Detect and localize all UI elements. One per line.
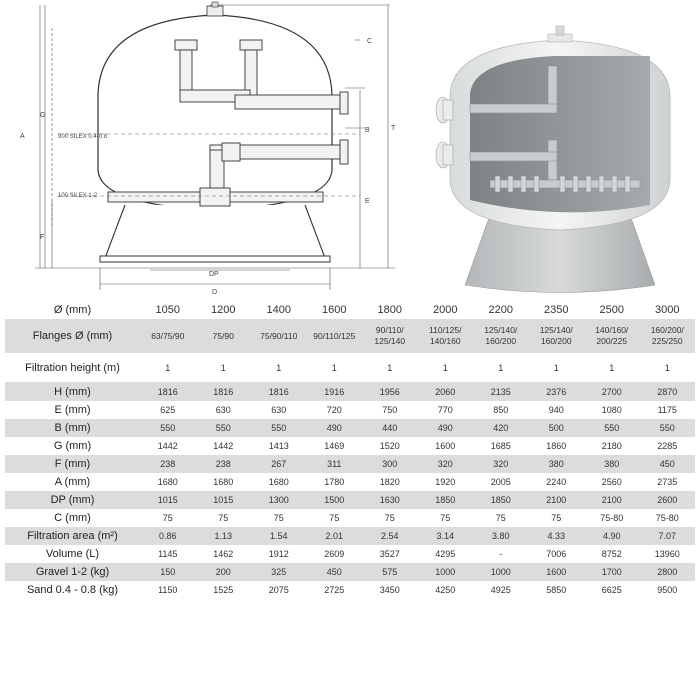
dim-label-e: E xyxy=(365,198,370,205)
silex-lower-label: 100 SILEX 1-2 xyxy=(58,193,98,199)
table-cell: 4.33 xyxy=(529,527,585,545)
table-cell: 720 xyxy=(326,405,342,415)
table-cell: 75 xyxy=(384,513,395,523)
row-label: Sand 0.4 - 0.8 (kg) xyxy=(26,584,119,596)
table-cell: 1816 xyxy=(140,382,196,401)
table-cell: 150 xyxy=(140,563,196,581)
table-cell: 320 xyxy=(473,455,529,473)
table-row xyxy=(5,563,695,581)
table-cell: 325 xyxy=(251,563,307,581)
table-cell: 4250 xyxy=(435,585,456,595)
table-cell: 1150 xyxy=(158,585,178,595)
table-cell: 5850 xyxy=(546,585,567,595)
table-cell: 9500 xyxy=(657,585,678,595)
table-cell: 2100 xyxy=(529,491,585,509)
filter-cutaway-render xyxy=(0,0,700,300)
table-cell: 75 xyxy=(440,513,451,523)
table-cell: 1 xyxy=(387,362,393,373)
table-cell: 1860 xyxy=(546,441,567,451)
row-label: DP (mm) xyxy=(5,491,140,509)
table-cell: 2135 xyxy=(473,382,529,401)
table-cell: 1525 xyxy=(213,585,234,595)
table-cell: 1912 xyxy=(268,549,289,559)
table-row xyxy=(5,382,695,401)
table-cell: 1500 xyxy=(307,491,363,509)
row-label: B (mm) xyxy=(5,419,140,437)
table-cell: 625 xyxy=(160,405,176,415)
table-cell: 2800 xyxy=(640,563,696,581)
table-cell: 450 xyxy=(640,455,696,473)
table-cell: 940 xyxy=(548,405,564,415)
table-cell: 1956 xyxy=(362,382,418,401)
table-cell: 4295 xyxy=(435,549,456,559)
table-row xyxy=(5,545,695,563)
table-cell: 1 xyxy=(498,362,504,373)
table-cell: 4.90 xyxy=(584,527,640,545)
table-cell: 1685 xyxy=(490,441,511,451)
table-cell: 125/140/ 160/200 xyxy=(529,319,585,353)
table-cell: 1442 xyxy=(213,441,234,451)
table-cell: 575 xyxy=(362,563,418,581)
table-cell: 2725 xyxy=(324,585,345,595)
table-cell: 75/90 xyxy=(196,319,252,353)
table-cell: 75-80 xyxy=(600,513,624,523)
table-cell: 13960 xyxy=(654,549,680,559)
table-cell: 1050 xyxy=(155,304,180,316)
table-cell: 160/200/ 225/250 xyxy=(640,319,696,353)
table-cell: 1916 xyxy=(307,382,363,401)
table-cell: 1816 xyxy=(196,382,252,401)
row-label: Flanges Ø (mm) xyxy=(5,319,140,353)
table-cell: 550 xyxy=(196,419,252,437)
table-cell: 2.54 xyxy=(362,527,418,545)
table-cell: 420 xyxy=(473,419,529,437)
table-cell: 1413 xyxy=(268,441,289,451)
table-cell: - xyxy=(499,549,503,559)
table-cell: 0.86 xyxy=(140,527,196,545)
table-cell: 1015 xyxy=(196,491,252,509)
table-cell: 2500 xyxy=(599,304,624,316)
table-cell: 2350 xyxy=(544,304,569,316)
table-row xyxy=(5,581,695,599)
table-row xyxy=(5,509,695,527)
table-cell: 1.13 xyxy=(196,527,252,545)
table-cell: 8752 xyxy=(601,549,622,559)
table-cell: 2000 xyxy=(433,304,458,316)
table-cell: 1 xyxy=(553,362,559,373)
table-cell: 2560 xyxy=(601,477,622,487)
table-cell: 1442 xyxy=(157,441,178,451)
table-cell: 110/125/ 140/160 xyxy=(418,319,474,353)
table-cell: 2200 xyxy=(488,304,513,316)
table-cell: 2600 xyxy=(640,491,696,509)
table-cell: 440 xyxy=(362,419,418,437)
silex-upper-label: 900 SILEX 0.4-0.8 xyxy=(58,134,108,140)
table-cell: 1630 xyxy=(362,491,418,509)
table-cell: 1850 xyxy=(418,491,474,509)
table-cell: 1080 xyxy=(601,405,622,415)
table-cell: 125/140/ 160/200 xyxy=(473,319,529,353)
table-cell: 2060 xyxy=(418,382,474,401)
table-cell: 1 xyxy=(276,362,282,373)
table-cell: 450 xyxy=(307,563,363,581)
row-label: Volume (L) xyxy=(45,548,100,560)
table-cell: 75 xyxy=(495,513,506,523)
table-cell: 90/110/ 125/140 xyxy=(362,319,418,353)
table-cell: 1816 xyxy=(251,382,307,401)
table-cell: 1 xyxy=(165,362,171,373)
table-cell: 1300 xyxy=(251,491,307,509)
table-row xyxy=(5,319,695,353)
table-row xyxy=(5,527,695,545)
table-cell: 4925 xyxy=(490,585,511,595)
table-cell: 550 xyxy=(584,419,640,437)
table-cell: 1469 xyxy=(324,441,345,451)
dim-label-a: A xyxy=(20,133,25,140)
table-row xyxy=(5,419,695,437)
table-cell: 2.01 xyxy=(307,527,363,545)
table-cell: 1462 xyxy=(213,549,234,559)
table-cell: 1920 xyxy=(435,477,456,487)
table-cell: 75 xyxy=(329,513,340,523)
table-cell: 1400 xyxy=(266,304,291,316)
table-cell: 2180 xyxy=(601,441,622,451)
table-cell: 1800 xyxy=(377,304,402,316)
table-cell: 300 xyxy=(362,455,418,473)
table-cell: 1200 xyxy=(211,304,236,316)
table-cell: 490 xyxy=(418,419,474,437)
table-row xyxy=(5,473,695,491)
table-cell: 1680 xyxy=(268,477,289,487)
specification-table xyxy=(5,301,695,599)
table-cell: 1 xyxy=(609,362,615,373)
table-cell: 380 xyxy=(584,455,640,473)
table-cell: 63/75/90 xyxy=(140,319,196,353)
row-label: C (mm) xyxy=(54,512,91,524)
table-cell: 7006 xyxy=(546,549,567,559)
table-cell: 7.07 xyxy=(640,527,696,545)
table-cell: 3000 xyxy=(655,304,680,316)
table-cell: 2005 xyxy=(490,477,511,487)
table-header-row xyxy=(5,301,695,319)
table-cell: 1145 xyxy=(158,549,178,559)
row-label: Gravel 1-2 (kg) xyxy=(5,563,140,581)
table-cell: 1820 xyxy=(379,477,400,487)
table-cell: 1 xyxy=(442,362,448,373)
table-cell: 238 xyxy=(140,455,196,473)
table-cell: 3.80 xyxy=(473,527,529,545)
table-cell: 320 xyxy=(418,455,474,473)
table-row xyxy=(5,437,695,455)
table-cell: 6625 xyxy=(601,585,622,595)
table-cell: 2735 xyxy=(657,477,678,487)
table-cell: 2285 xyxy=(657,441,678,451)
row-label: Filtration height (m) xyxy=(25,361,120,374)
table-cell: 90/110/125 xyxy=(307,319,363,353)
table-cell: 140/160/ 200/225 xyxy=(584,319,640,353)
dim-label-c: C xyxy=(367,38,373,45)
dim-label-dp: DP xyxy=(209,271,219,278)
row-label: A (mm) xyxy=(54,476,91,488)
dim-label-f: F xyxy=(40,234,45,241)
table-cell: 2870 xyxy=(640,382,696,401)
table-cell: 75 xyxy=(273,513,284,523)
table-cell: 1850 xyxy=(473,491,529,509)
table-cell: 238 xyxy=(196,455,252,473)
table-cell: 500 xyxy=(529,419,585,437)
table-cell: 1000 xyxy=(473,563,529,581)
table-cell: 630 xyxy=(271,405,287,415)
table-cell: 1 xyxy=(331,362,337,373)
table-cell: 630 xyxy=(215,405,231,415)
table-cell: 2376 xyxy=(529,382,585,401)
table-cell: 1600 xyxy=(529,563,585,581)
table-cell: 380 xyxy=(529,455,585,473)
table-row xyxy=(5,455,695,473)
table-cell: 75 xyxy=(162,513,173,523)
render-top-valve xyxy=(548,26,572,42)
table-cell: 1600 xyxy=(435,441,456,451)
table-cell: 2240 xyxy=(546,477,567,487)
table-cell: 2609 xyxy=(324,549,345,559)
table-cell: 1600 xyxy=(322,304,347,316)
table-cell: 490 xyxy=(307,419,363,437)
table-cell: 3450 xyxy=(379,585,400,595)
table-cell: 3.14 xyxy=(418,527,474,545)
row-label: G (mm) xyxy=(53,440,92,452)
table-cell: 311 xyxy=(307,455,363,473)
table-cell: 550 xyxy=(251,419,307,437)
row-label: Filtration area (m²) xyxy=(5,527,140,545)
table-cell: 1680 xyxy=(157,477,178,487)
table-cell: 1780 xyxy=(324,477,345,487)
table-cell: 75-80 xyxy=(655,513,679,523)
row-label: Ø (mm) xyxy=(53,304,92,316)
table-cell: 2075 xyxy=(268,585,289,595)
row-label: H (mm) xyxy=(5,382,140,401)
table-cell: 550 xyxy=(140,419,196,437)
table-cell: 75/90/110 xyxy=(251,319,307,353)
table-cell: 1.54 xyxy=(251,527,307,545)
dim-label-d: D xyxy=(212,289,218,296)
table-cell: 1680 xyxy=(213,477,234,487)
table-cell: 1000 xyxy=(418,563,474,581)
dim-label-b: B xyxy=(365,127,370,134)
table-cell: 770 xyxy=(437,405,453,415)
row-label: F (mm) xyxy=(5,455,140,473)
table-cell: 2700 xyxy=(584,382,640,401)
row-label: E (mm) xyxy=(54,404,91,416)
table-cell: 75 xyxy=(551,513,562,523)
table-row xyxy=(5,353,695,382)
dim-label-g: G xyxy=(40,112,46,119)
dim-label-t: T xyxy=(391,125,396,132)
table-cell: 2100 xyxy=(584,491,640,509)
table-cell: 1015 xyxy=(140,491,196,509)
table-cell: 267 xyxy=(251,455,307,473)
table-cell: 1175 xyxy=(657,405,677,415)
table-cell: 1700 xyxy=(584,563,640,581)
table-cell: 850 xyxy=(493,405,509,415)
table-cell: 75 xyxy=(218,513,229,523)
table-cell: 1 xyxy=(220,362,226,373)
table-cell: 200 xyxy=(196,563,252,581)
table-row xyxy=(5,491,695,509)
table-cell: 550 xyxy=(640,419,696,437)
table-cell: 3527 xyxy=(379,549,400,559)
table-row xyxy=(5,401,695,419)
table-cell: 1 xyxy=(664,362,670,373)
table-cell: 750 xyxy=(382,405,398,415)
table-cell: 1520 xyxy=(379,441,400,451)
